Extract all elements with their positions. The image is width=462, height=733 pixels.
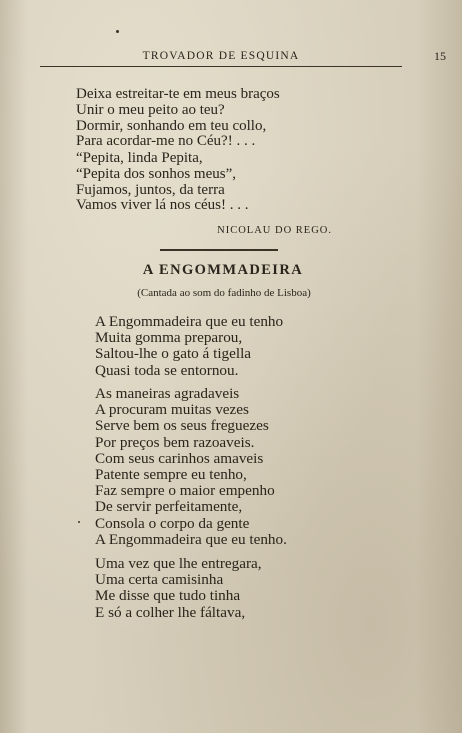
verse-line: Serve bem os seus freguezes xyxy=(95,417,269,435)
verse-line: Muita gomma preparou, xyxy=(95,329,243,347)
ink-speck xyxy=(116,30,119,33)
verse-line: Dormir, sonhando em teu collo, xyxy=(76,117,267,134)
verse-line: “Pepita, linda Pepita, xyxy=(76,150,203,166)
verse-line: Uma certa camisinha xyxy=(95,571,224,589)
verse-line: Unir o meu peito ao teu? xyxy=(76,101,225,118)
verse-line: Por preços bem razoaveis. xyxy=(95,433,255,451)
page-number: 15 xyxy=(434,49,446,63)
verse-line: “Pepita dos sonhos meus”, xyxy=(76,165,236,182)
poem-title: A ENGOMMADEIRA xyxy=(142,262,304,278)
verse-line: Consola o corpo da gente xyxy=(95,514,250,532)
verse-line: De servir perfeitamente, xyxy=(95,498,243,516)
verse-line: Quasi toda se entornou. xyxy=(95,361,239,379)
verse-line: Fujamos, juntos, da terra xyxy=(76,181,225,198)
poem1-stanza-2 xyxy=(76,151,248,214)
poem2-stanza-2 xyxy=(95,386,287,548)
verse-line: Saltou-lhe o gato á tigella xyxy=(95,345,252,363)
author-signature: NICOLAU DO REGO. xyxy=(217,225,332,236)
verse-line: Me disse que tudo tinha xyxy=(95,587,241,605)
verse-line: A Engommadeira que eu tenho. xyxy=(95,530,287,548)
poem2-stanza-3 xyxy=(95,556,262,621)
poem1-stanza-1 xyxy=(76,87,280,150)
verse-line: Patente sempre eu tenho, xyxy=(95,466,247,484)
poem-subtitle: (Cantada ao som do fadinho de Lisboa) xyxy=(137,287,311,299)
page-header xyxy=(40,44,446,67)
verse-line: Vamos viver lá nos céus! . . . xyxy=(76,197,249,214)
verse-line: A Engommadeira que eu tenho xyxy=(95,313,284,330)
verse-line: E só a colher lhe fáltava, xyxy=(95,603,246,621)
verse-line: Uma vez que lhe entregara, xyxy=(95,555,262,572)
section-divider xyxy=(160,249,278,251)
verse-line: Faz sempre o maior empenho xyxy=(95,482,275,500)
verse-line: As maneiras agradaveis xyxy=(95,385,240,402)
poem2-stanza-1 xyxy=(95,314,283,379)
verse-line: A procuram muitas vezes xyxy=(95,401,249,419)
ink-speck xyxy=(78,521,80,523)
verse-line: Com seus carinhos amaveis xyxy=(95,449,264,467)
verse-line: Deixa estreitar-te em meus braços xyxy=(76,86,280,102)
running-title: TROVADOR DE ESQUINA xyxy=(142,50,300,62)
verse-line: Para acordar-me no Céu?! . . . xyxy=(76,133,256,150)
